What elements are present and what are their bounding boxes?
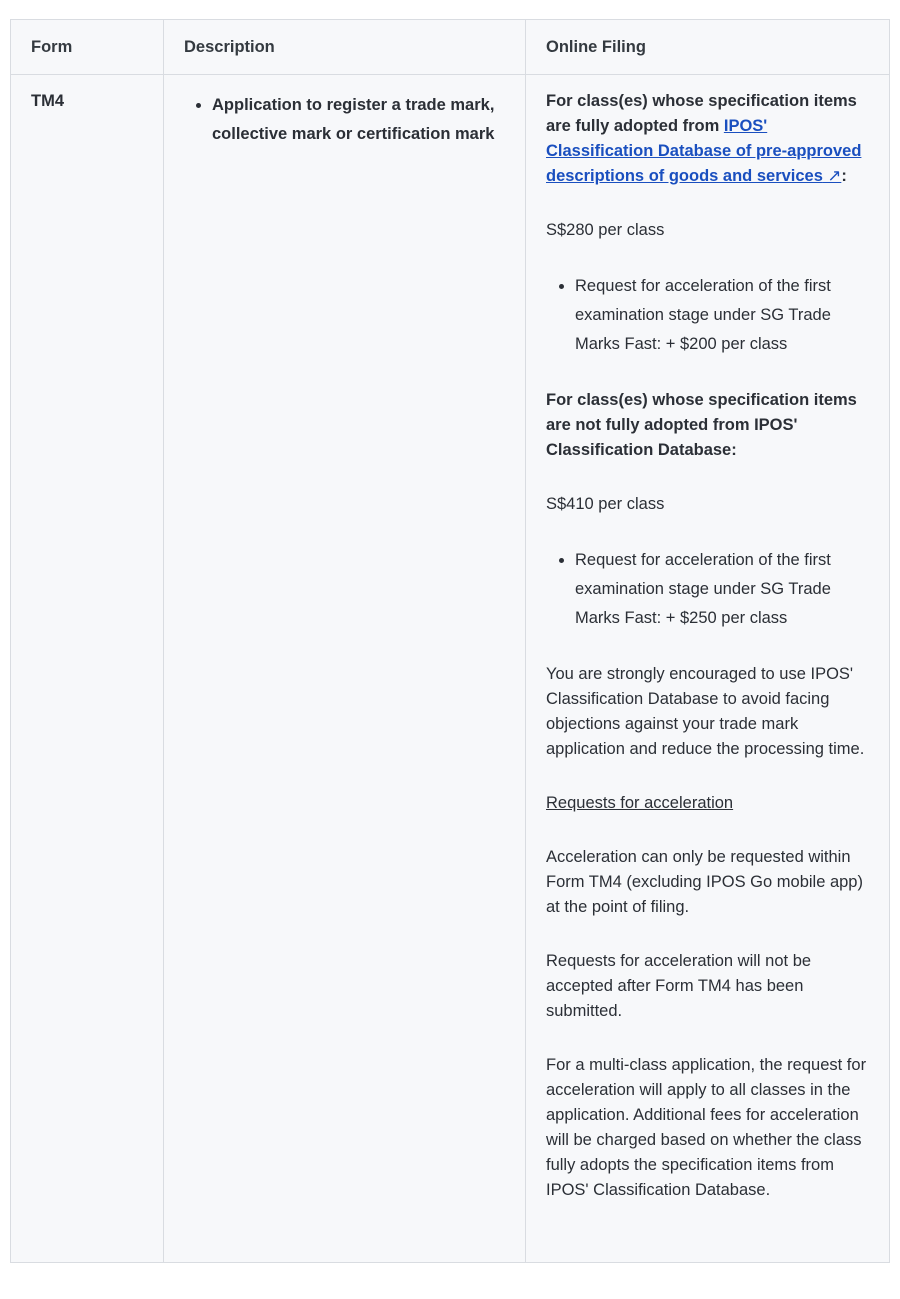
encouragement-note: You are strongly encouraged to use IPOS' Classification Database to avoid facing objections against your trade mark application and reduce the processing time. (546, 665, 865, 758)
adopted-heading-suffix: : (841, 167, 847, 185)
header-description: Description (164, 20, 526, 75)
acceleration-note-1: Acceleration can only be requested within Form TM4 (excluding IPOS Go mobile app) at the point of filing. (546, 848, 863, 916)
description-list (184, 91, 513, 149)
header-form: Form (11, 20, 164, 75)
header-online-filing: Online Filing (526, 20, 890, 75)
external-link-icon: ↗ (822, 167, 842, 185)
not-adopted-acceleration-list (546, 546, 871, 633)
description-cell (164, 75, 526, 1263)
table-header-row (11, 20, 890, 75)
description-item: • Application to register a trade mark, collective mark or certification mark (212, 91, 513, 149)
adopted-heading-prefix: For class(es) whose specification items are fully adopted from (546, 92, 857, 135)
online-filing-cell (526, 75, 890, 1263)
acceleration-note-3: For a multi-class application, the request for acceleration will apply to all classes in the application. Additional fees for acceleration will be charged based on whether the class fully adopts the specification items from IPOS' Classification Database. (546, 1056, 867, 1199)
acceleration-title: Requests for acceleration (546, 794, 734, 812)
adopted-heading (546, 89, 871, 189)
fees-table (10, 19, 890, 1263)
form-code-cell: TM4 (11, 75, 164, 1263)
adopted-acceleration-item: • Request for acceleration of the first examination stage under SG Trade Marks Fast: + $200 per class (575, 272, 871, 359)
adopted-acceleration-list (546, 272, 871, 359)
acceleration-note-2: Requests for acceleration will not be accepted after Form TM4 has been submitted. (546, 952, 812, 1020)
table-row (11, 75, 890, 1263)
adopted-fee: S$280 per class (546, 221, 665, 239)
not-adopted-acceleration-item: • Request for acceleration of the first examination stage under SG Trade Marks Fast: + $250 per class (575, 546, 871, 633)
not-adopted-fee: S$410 per class (546, 495, 665, 513)
classification-database-link-text: IPOS' Classification Database of pre-approved descriptions of goods and services (546, 117, 862, 185)
not-adopted-heading: For class(es) whose specification items are not fully adopted from IPOS' Classification Database: (546, 391, 857, 459)
